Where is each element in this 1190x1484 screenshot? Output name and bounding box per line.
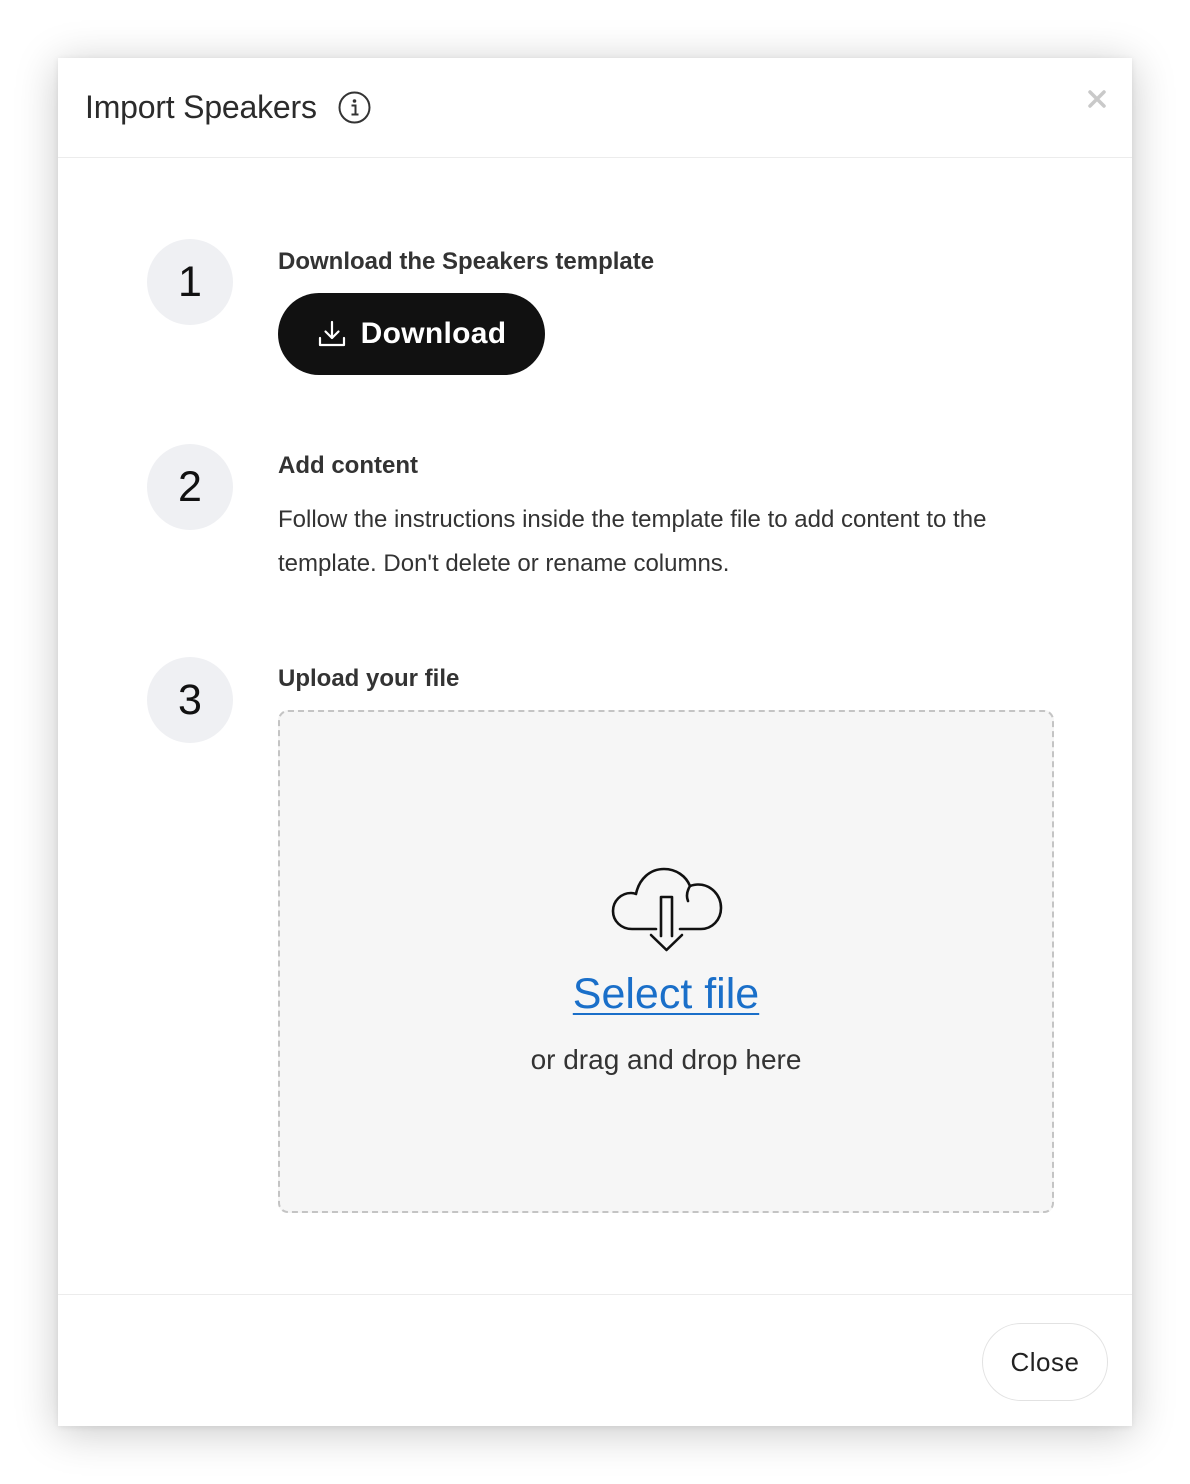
step-2-title: Add content [278,452,418,479]
select-file-link[interactable]: Select file [572,970,760,1018]
modal-header [58,58,1132,158]
drag-drop-hint: or drag and drop here [530,1044,802,1075]
download-button-label: Download [360,317,507,350]
cloud-download-icon [610,858,724,954]
step-2-description: Follow the instructions inside the template file to add content to the template. Don't delete or rename columns. [278,506,987,577]
step-1-number: 1 [147,239,233,325]
file-dropzone[interactable] [278,710,1054,1213]
close-x-icon[interactable] [1084,86,1110,112]
close-button[interactable]: Close [982,1323,1108,1401]
download-icon [317,319,347,349]
info-icon[interactable] [338,91,371,124]
step-1-title: Download the Speakers template [278,248,655,275]
step-3-title: Upload your file [278,665,460,692]
step-3-number: 3 [147,657,233,743]
import-speakers-modal [58,58,1132,1426]
step-2-number: 2 [147,444,233,530]
download-template-button[interactable] [278,293,545,375]
modal-footer [58,1294,1132,1426]
modal-title: Import Speakers [85,89,317,125]
